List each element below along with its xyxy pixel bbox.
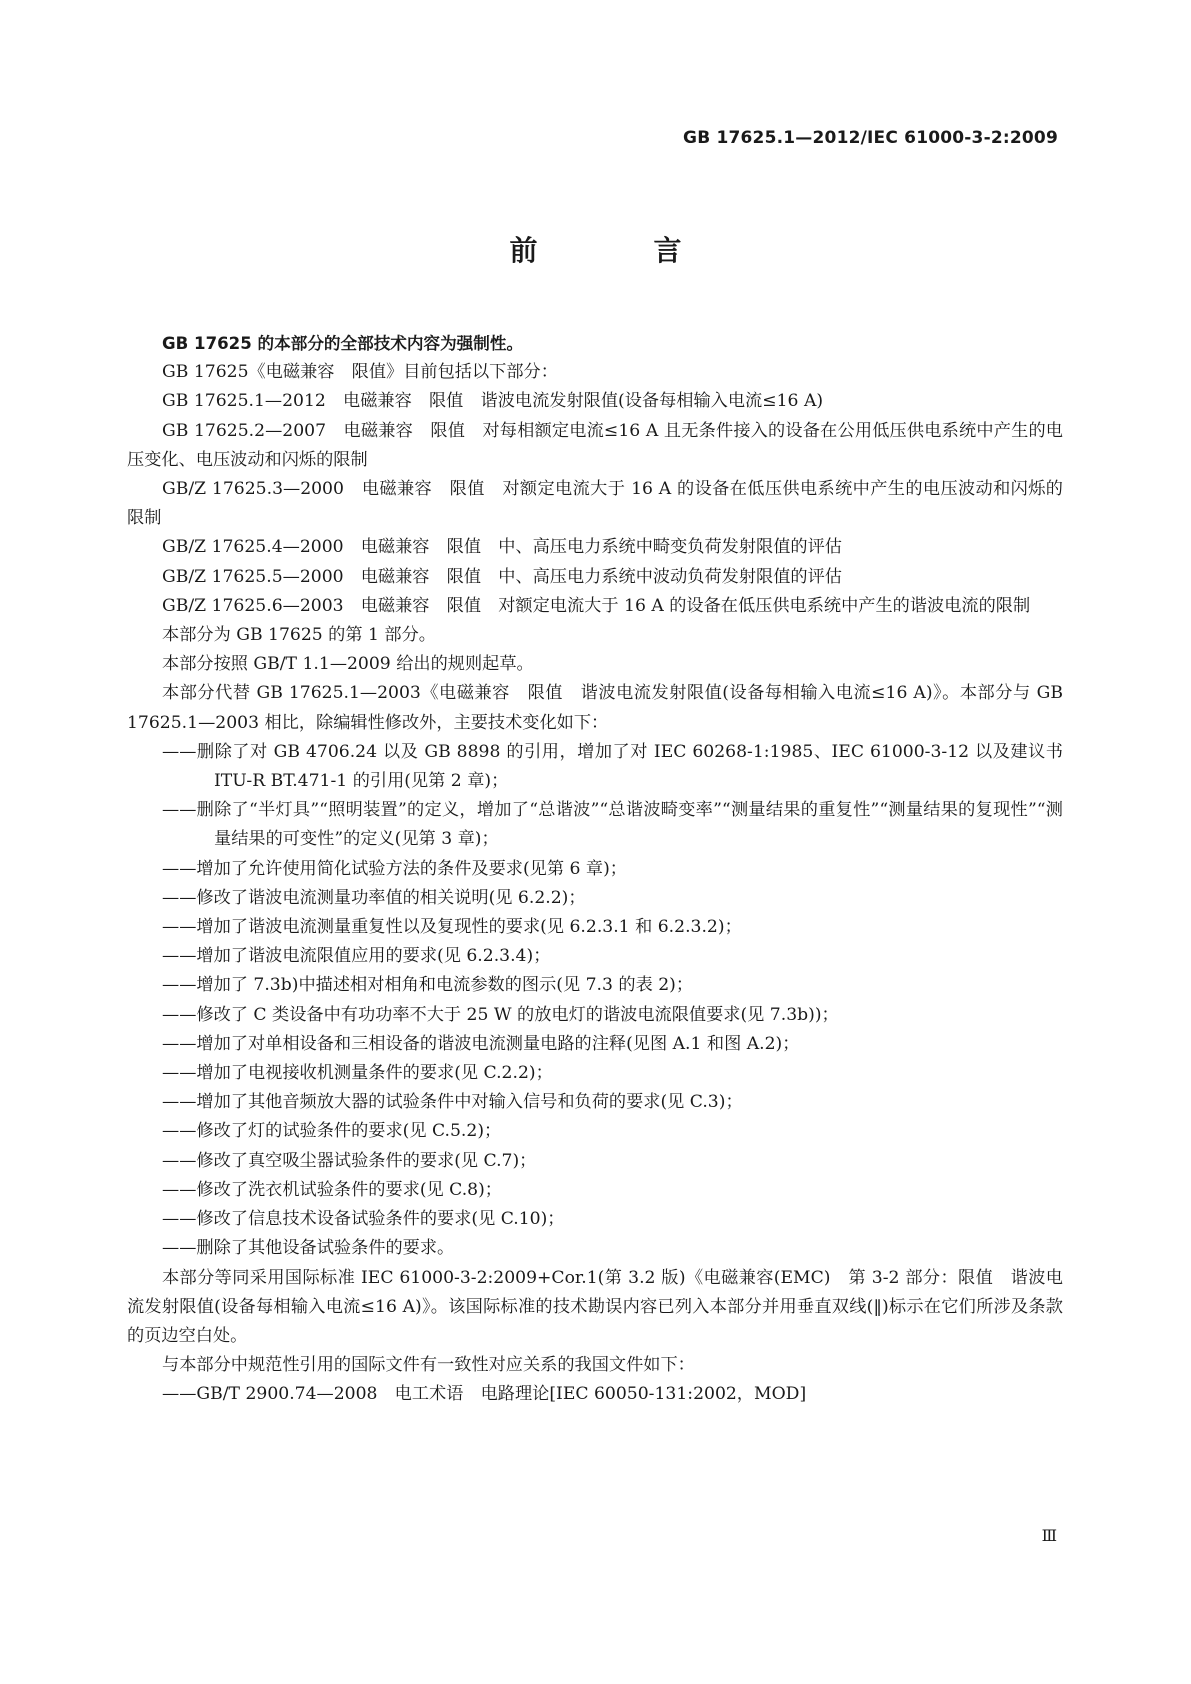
change-list-item: ——修改了谐波电流测量功率值的相关说明(见 6.2.2)； <box>162 887 586 908</box>
change-list-item: ——增加了 7.3b)中描述相对相角和电流参数的图示(见 7.3 的表 2)； <box>162 975 694 996</box>
page-number: Ⅲ <box>1041 1526 1057 1545</box>
paragraph: GB 17625《电磁兼容 限值》目前包括以下部分： <box>162 362 558 383</box>
paragraph: GB/Z 17625.4—2000 电磁兼容 限值 中、高压电力系统中畸变负荷发射限值的评估 <box>162 537 842 558</box>
change-list-item: ——增加了电视接收机测量条件的要求(见 C.2.2)； <box>162 1063 553 1084</box>
change-list-item: ——增加了谐波电流限值应用的要求(见 6.2.3.4)； <box>162 946 551 967</box>
paragraph: GB/Z 17625.3—2000 电磁兼容 限值 对额定电流大于 16 A 的设备在低压供电系统中产生的电压波动和闪烁的限制 <box>127 479 1063 529</box>
change-list-item: ——删除了其他设备试验条件的要求。 <box>162 1238 455 1259</box>
change-list-item: ——修改了灯的试验条件的要求(见 C.5.2)； <box>162 1121 502 1142</box>
standard-code-header: GB 17625.1—2012/IEC 61000-3-2:2009 <box>683 128 1058 148</box>
paragraph: 本部分代替 GB 17625.1—2003《电磁兼容 限值 谐波电流发射限值(设备每相输入电流≤16 A)》。本部分与 GB 17625.1—2003 相比，除编辑性修改外，主要技术变化如下： <box>127 683 1063 733</box>
change-list-item: ——增加了其他音频放大器的试验条件中对输入信号和负荷的要求(见 C.3)； <box>162 1092 743 1113</box>
change-list-item: ——修改了洗衣机试验条件的要求(见 C.8)； <box>162 1179 502 1200</box>
section-title: 前 言 <box>509 234 726 267</box>
change-list-item: ——增加了对单相设备和三相设备的谐波电流测量电路的注释(见图 A.1 和图 A.2)； <box>162 1033 800 1054</box>
paragraph: GB 17625.1—2012 电磁兼容 限值 谐波电流发射限值(设备每相输入电流≤16 A) <box>162 391 824 412</box>
reference-list-item: ——GB/T 2900.74—2008 电工术语 电路理论[IEC 60050-131:2002，MOD] <box>162 1384 807 1405</box>
paragraph: 本部分为 GB 17625 的第 1 部分。 <box>162 625 436 646</box>
change-list-item: ——删除了对 GB 4706.24 以及 GB 8898 的引用，增加了对 IEC 60268-1:1985、IEC 61000-3-12 以及建议书 ITU-R BT.471-1 的引用(见第 2 章)； <box>162 741 1063 792</box>
paragraph: 本部分按照 GB/T 1.1—2009 给出的规则起草。 <box>162 654 534 675</box>
preface-body <box>127 329 1063 1410</box>
paragraph: GB/Z 17625.6—2003 电磁兼容 限值 对额定电流大于 16 A 的设备在低压供电系统中产生的谐波电流的限制 <box>162 595 1031 616</box>
change-list-item: ——增加了允许使用简化试验方法的条件及要求(见第 6 章)； <box>162 858 627 879</box>
paragraph: 本部分等同采用国际标准 IEC 61000-3-2:2009+Cor.1(第 3.2 版)《电磁兼容(EMC) 第 3-2 部分：限值 谐波电流发射限值(设备每相输入电流≤16 A)》。该国际标准的技术勘误内容已列入本部分并用垂直双线(‖)标示在它们所涉及条款的页边空白处。 <box>127 1267 1063 1346</box>
change-list-item: ——修改了真空吸尘器试验条件的要求(见 C.7)； <box>162 1150 537 1171</box>
change-list-item: ——删除了“半灯具”“照明装置”的定义，增加了“总谐波”“总谐波畸变率”“测量结果的重复性”“测量结果的复现性”“测量结果的可变性”的定义(见第 3 章)； <box>162 800 1063 850</box>
paragraph: GB/Z 17625.5—2000 电磁兼容 限值 中、高压电力系统中波动负荷发射限值的评估 <box>162 566 842 587</box>
paragraph: 与本部分中规范性引用的国际文件有一致性对应关系的我国文件如下： <box>162 1355 695 1376</box>
paragraph: GB 17625.2—2007 电磁兼容 限值 对每相额定电流≤16 A 且无条件接入的设备在公用低压供电系统中产生的电压变化、电压波动和闪烁的限制 <box>127 420 1063 470</box>
change-list-item: ——增加了谐波电流测量重复性以及复现性的要求(见 6.2.3.1 和 6.2.3.2)； <box>162 917 742 938</box>
change-list-item: ——修改了 C 类设备中有功功率不大于 25 W 的放电灯的谐波电流限值要求(见 7.3b))； <box>162 1004 839 1025</box>
mandatory-statement: GB 17625 的本部分的全部技术内容为强制性。 <box>162 334 524 353</box>
change-list-item: ——修改了信息技术设备试验条件的要求(见 C.10)； <box>162 1209 565 1230</box>
